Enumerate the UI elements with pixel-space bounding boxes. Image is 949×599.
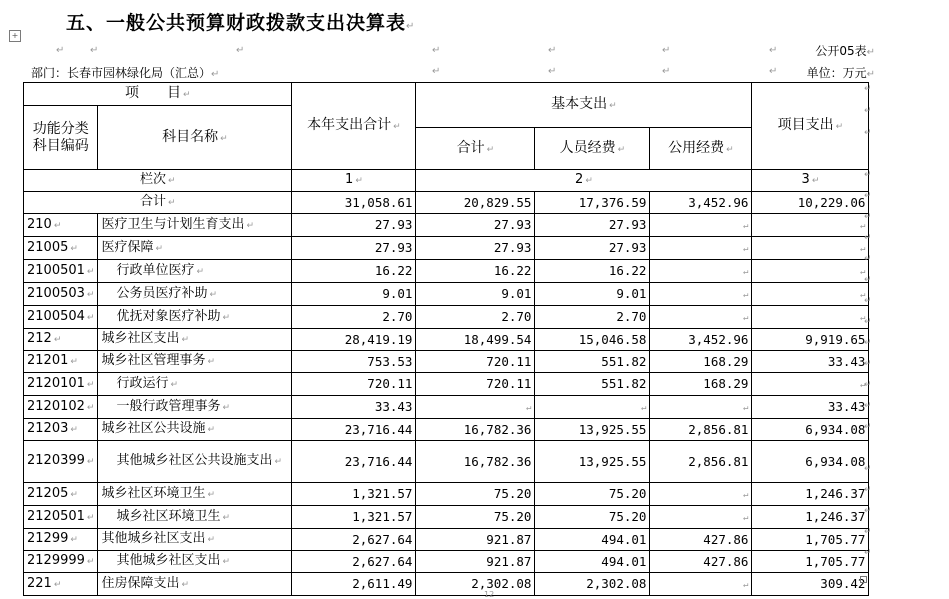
row-code: 2129999 ↵ <box>24 551 98 573</box>
row-personnel: 13,925.55 <box>535 419 650 441</box>
row-basic-sum: 16.22 <box>416 260 535 283</box>
row-code: 2120101 ↵ <box>24 373 98 396</box>
row-basic-sum: 27.93 <box>416 214 535 237</box>
row-total: 9.01 <box>292 283 416 306</box>
cell-mark-icon: ↵ <box>432 66 441 77</box>
row-name: 医疗保障 ↵ <box>98 237 292 260</box>
row-code: 21205 ↵ <box>24 483 98 506</box>
row-total: 28,419.19 <box>292 329 416 351</box>
paragraph-mark-icon: ↵ <box>406 21 416 32</box>
header-total: 本年支出合计 ↵ <box>292 83 416 170</box>
row-public: ↵ <box>650 573 752 596</box>
row-name: 城乡社区公共设施 ↵ <box>98 419 292 441</box>
header-name: 科目名称 ↵ <box>98 106 292 170</box>
cell-mark-icon: ↵ <box>548 45 557 56</box>
row-public: ↵ <box>650 396 752 419</box>
row-public: 427.86 <box>650 529 752 551</box>
row-total: 2,627.64 <box>292 529 416 551</box>
row-code: 2120102 ↵ <box>24 396 98 419</box>
cell-mark-icon: ↵ <box>662 66 671 77</box>
row-basic-sum: 16,782.36 <box>416 419 535 441</box>
row-personnel: 27.93 <box>535 214 650 237</box>
row-name: 行政运行 ↵ <box>98 373 292 396</box>
row-basic-sum: 921.87 <box>416 551 535 573</box>
row-total: 23,716.44 <box>292 419 416 441</box>
row-personnel: 15,046.58 <box>535 329 650 351</box>
row-basic-sum: 921.87 <box>416 529 535 551</box>
row-project: ↵ <box>752 306 869 329</box>
header-public: 公用经费 ↵ <box>650 128 752 170</box>
cell-mark-icon: ↵ <box>548 66 557 77</box>
row-public: 2,856.81 <box>650 419 752 441</box>
cell-mark-icon: ↵ <box>769 45 778 56</box>
row-total: 2,627.64 <box>292 551 416 573</box>
table-number: 公开05表↵ <box>815 44 875 58</box>
row-public: ↵ <box>650 214 752 237</box>
row-project: 33.43 <box>752 396 869 419</box>
row-basic-sum: 16,782.36 <box>416 441 535 483</box>
row-basic-sum: 27.93 <box>416 237 535 260</box>
row-code: 21005 ↵ <box>24 237 98 260</box>
row-public: ↵ <box>650 237 752 260</box>
row-total: 27.93 <box>292 214 416 237</box>
row-public: 168.29 <box>650 373 752 396</box>
header-basic: 基本支出 ↵ <box>416 83 752 128</box>
row-project: 9,919.65 <box>752 329 869 351</box>
row-code: 21299 ↵ <box>24 529 98 551</box>
row-personnel: 2.70 <box>535 306 650 329</box>
cell-mark-icon: ↵ <box>662 45 671 56</box>
row-personnel: 16.22 <box>535 260 650 283</box>
cell-marks-row <box>0 45 949 59</box>
row-public: ↵ <box>650 283 752 306</box>
column-index-3: 3 ↵ <box>752 170 869 192</box>
row-basic-sum: 720.11 <box>416 351 535 373</box>
cell-mark-icon: ↵ <box>236 45 245 56</box>
page-title: 五、一般公共预算财政拨款支出决算表↵ <box>66 12 416 34</box>
table-row <box>24 506 869 529</box>
row-project: ↵ <box>752 260 869 283</box>
page-number: 12 <box>484 590 495 599</box>
row-code: 210 ↵ <box>24 214 98 237</box>
row-code: 2120501 ↵ <box>24 506 98 529</box>
row-personnel: 75.20 <box>535 483 650 506</box>
total-row-total: 31,058.61 <box>292 192 416 214</box>
table-row <box>24 419 869 441</box>
row-personnel: 2,302.08 <box>535 573 650 596</box>
row-name: 住房保障支出 ↵ <box>98 573 292 596</box>
row-code: 2120399 ↵ <box>24 441 98 483</box>
row-name: 其他城乡社区支出 ↵ <box>98 529 292 551</box>
row-project: ↵ <box>752 283 869 306</box>
row-project: 33.43 <box>752 351 869 373</box>
row-total: 2.70 <box>292 306 416 329</box>
total-row-personnel: 17,376.59 <box>535 192 650 214</box>
row-basic-sum: 720.11 <box>416 373 535 396</box>
row-personnel: 75.20 <box>535 506 650 529</box>
row-total: 753.53 <box>292 351 416 373</box>
header-basic-sum: 合计 ↵ <box>416 128 535 170</box>
unit-label: 单位：万元↵ <box>806 66 875 80</box>
table-row <box>24 260 869 283</box>
row-name: 城乡社区支出 ↵ <box>98 329 292 351</box>
row-project: 1,705.77 <box>752 529 869 551</box>
row-personnel: 494.01 <box>535 551 650 573</box>
cell-mark-icon: ↵ <box>56 45 65 56</box>
row-name: 优抚对象医疗补助 ↵ <box>98 306 292 329</box>
row-total: 1,321.57 <box>292 483 416 506</box>
table-row <box>24 351 869 373</box>
table-row <box>24 396 869 419</box>
header-personnel: 人员经费 ↵ <box>535 128 650 170</box>
table-row <box>24 306 869 329</box>
cell-mark-icon: ↵ <box>432 45 441 56</box>
row-project: 1,705.77 <box>752 551 869 573</box>
table-row <box>24 483 869 506</box>
row-name: 城乡社区环境卫生 ↵ <box>98 506 292 529</box>
row-project: ↵ <box>752 237 869 260</box>
row-name: 公务员医疗补助 ↵ <box>98 283 292 306</box>
table-resize-handle-icon[interactable] <box>860 576 867 583</box>
table-row <box>24 283 869 306</box>
row-personnel: 9.01 <box>535 283 650 306</box>
row-project: 1,246.37 <box>752 506 869 529</box>
table-row <box>24 329 869 351</box>
row-basic-sum: ↵ <box>416 396 535 419</box>
row-personnel: 13,925.55 <box>535 441 650 483</box>
row-personnel: 494.01 <box>535 529 650 551</box>
row-total: 23,716.44 <box>292 441 416 483</box>
row-public: 3,452.96 <box>650 329 752 351</box>
total-row-label: 合计 ↵ <box>24 192 292 214</box>
row-code: 2100504 ↵ <box>24 306 98 329</box>
cell-mark-icon: ↵ <box>769 66 778 77</box>
row-name: 其他城乡社区支出 ↵ <box>98 551 292 573</box>
row-public: 2,856.81 <box>650 441 752 483</box>
table-row <box>24 441 869 483</box>
row-total: 2,611.49 <box>292 573 416 596</box>
department-label: 部门：长春市园林绿化局（汇总）↵ <box>31 66 220 80</box>
row-basic-sum: 18,499.54 <box>416 329 535 351</box>
column-index-label: 栏次 ↵ <box>24 170 292 192</box>
row-code: 2100503 ↵ <box>24 283 98 306</box>
table-row <box>24 529 869 551</box>
row-public: ↵ <box>650 506 752 529</box>
row-project: ↵ <box>752 373 869 396</box>
header-code: 功能分类科目编码 <box>24 106 98 170</box>
row-total: 720.11 <box>292 373 416 396</box>
row-public: 168.29 <box>650 351 752 373</box>
row-name: 城乡社区环境卫生 ↵ <box>98 483 292 506</box>
row-basic-sum: 9.01 <box>416 283 535 306</box>
row-public: ↵ <box>650 260 752 283</box>
total-row-public: 3,452.96 <box>650 192 752 214</box>
row-basic-sum: 75.20 <box>416 483 535 506</box>
table-row <box>24 214 869 237</box>
row-code: 21201 ↵ <box>24 351 98 373</box>
row-code: 212 ↵ <box>24 329 98 351</box>
header-item: 项 目 ↵ <box>24 83 292 106</box>
row-name: 城乡社区管理事务 ↵ <box>98 351 292 373</box>
column-index-2: 2 ↵ <box>416 170 752 192</box>
row-basic-sum: 2,302.08 <box>416 573 535 596</box>
row-project: 309.42 <box>752 573 869 596</box>
row-public: 427.86 <box>650 551 752 573</box>
row-basic-sum: 75.20 <box>416 506 535 529</box>
table-row <box>24 551 869 573</box>
total-row-project: 10,229.06 <box>752 192 869 214</box>
row-personnel: 551.82 <box>535 351 650 373</box>
header-project: 项目支出 ↵ <box>752 83 869 170</box>
row-name: 一般行政管理事务 ↵ <box>98 396 292 419</box>
row-total: 1,321.57 <box>292 506 416 529</box>
row-project: 1,246.37 <box>752 483 869 506</box>
row-code: 21203 ↵ <box>24 419 98 441</box>
row-personnel: 27.93 <box>535 237 650 260</box>
row-code: 221 ↵ <box>24 573 98 596</box>
row-project: ↵ <box>752 214 869 237</box>
row-project: 6,934.08 <box>752 441 869 483</box>
row-total: 16.22 <box>292 260 416 283</box>
table-row <box>24 573 869 596</box>
table-row <box>24 373 869 396</box>
total-row-basic-sum: 20,829.55 <box>416 192 535 214</box>
row-total: 27.93 <box>292 237 416 260</box>
row-name: 行政单位医疗 ↵ <box>98 260 292 283</box>
row-public: ↵ <box>650 483 752 506</box>
row-code: 2100501 ↵ <box>24 260 98 283</box>
row-public: ↵ <box>650 306 752 329</box>
row-personnel: ↵ <box>535 396 650 419</box>
row-name: 医疗卫生与计划生育支出 ↵ <box>98 214 292 237</box>
row-name: 其他城乡社区公共设施支出 ↵ <box>98 441 292 483</box>
cell-mark-icon: ↵ <box>90 45 99 56</box>
expenditure-table <box>23 82 869 596</box>
row-basic-sum: 2.70 <box>416 306 535 329</box>
table-move-handle-icon[interactable]: + <box>9 30 21 42</box>
column-index-1: 1 ↵ <box>292 170 416 192</box>
row-project: 6,934.08 <box>752 419 869 441</box>
row-total: 33.43 <box>292 396 416 419</box>
table-row <box>24 237 869 260</box>
row-personnel: 551.82 <box>535 373 650 396</box>
